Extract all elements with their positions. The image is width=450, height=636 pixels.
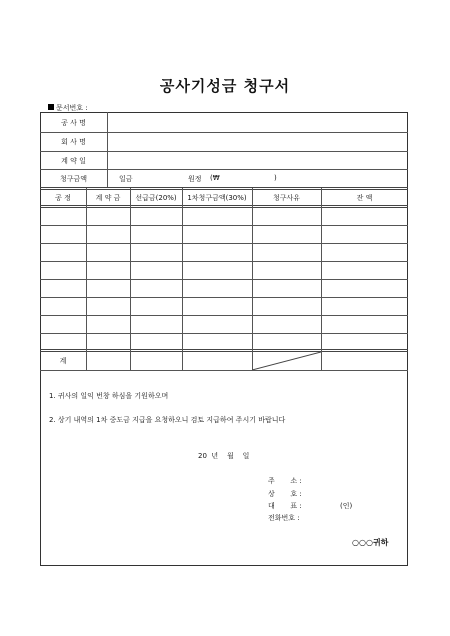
total-double-line <box>40 349 408 352</box>
info-label-company: 회 사 명 <box>61 138 86 146</box>
table-row <box>40 333 408 334</box>
square-bullet-icon <box>48 104 54 110</box>
row-divider <box>40 132 408 133</box>
note-2: 2. 상기 내역의 1차 중도금 지급을 요청하오니 검토 지급하여 주시기 바랍니다 <box>49 416 286 424</box>
col-header-claim-reason: 청구사유 <box>272 194 301 202</box>
header-double-line <box>40 205 408 208</box>
column-divider <box>130 188 131 370</box>
info-label-contract-date: 계 약 일 <box>61 157 86 165</box>
doc-number-text: 문서번호 : <box>56 104 88 112</box>
won-open: (₩ <box>210 174 220 182</box>
column-divider <box>182 188 183 370</box>
document-title: 공사기성금 청구서 <box>159 77 291 95</box>
diagonal-strike <box>252 352 321 370</box>
table-row <box>40 297 408 298</box>
col-header-advance: 선급금(20%) <box>135 194 177 202</box>
col-header-contract-amount: 계 약 금 <box>95 194 121 202</box>
column-divider <box>86 188 87 370</box>
phone-label: 전화번호 : <box>268 514 300 522</box>
col-header-balance: 잔 액 <box>356 194 373 202</box>
info-label-claim-amount: 청구금액 <box>59 175 88 183</box>
table-row <box>40 279 408 280</box>
column-divider <box>252 188 253 370</box>
total-row-bottom <box>40 370 408 371</box>
col-header-process: 공 정 <box>55 194 71 202</box>
table-row <box>40 261 408 262</box>
address-label: 주 소 : <box>268 477 302 485</box>
won-close: ) <box>274 174 277 182</box>
row-divider <box>40 169 408 170</box>
won-label: 원정 <box>188 175 202 183</box>
section-double-line <box>40 187 408 190</box>
representative-label: 대 표 : <box>268 502 302 510</box>
label-column-divider <box>107 112 108 188</box>
amount-prefix: 일금 <box>119 175 133 183</box>
table-row <box>40 225 408 226</box>
total-label: 계 <box>59 357 67 365</box>
info-label-project: 공 사 명 <box>61 119 86 127</box>
column-divider <box>321 188 322 370</box>
table-row <box>40 315 408 316</box>
table-row <box>40 243 408 244</box>
seal-mark: (인) <box>340 502 353 510</box>
date-line: 20 년 월 일 <box>198 452 250 460</box>
company-label: 상 호 : <box>268 490 302 498</box>
note-1: 1. 귀사의 일익 번창 하심을 기원하오며 <box>49 392 169 400</box>
col-header-first-claim: 1차청구금액(30%) <box>187 194 247 202</box>
addressee: ○○○귀하 <box>352 538 389 547</box>
row-divider <box>40 151 408 152</box>
